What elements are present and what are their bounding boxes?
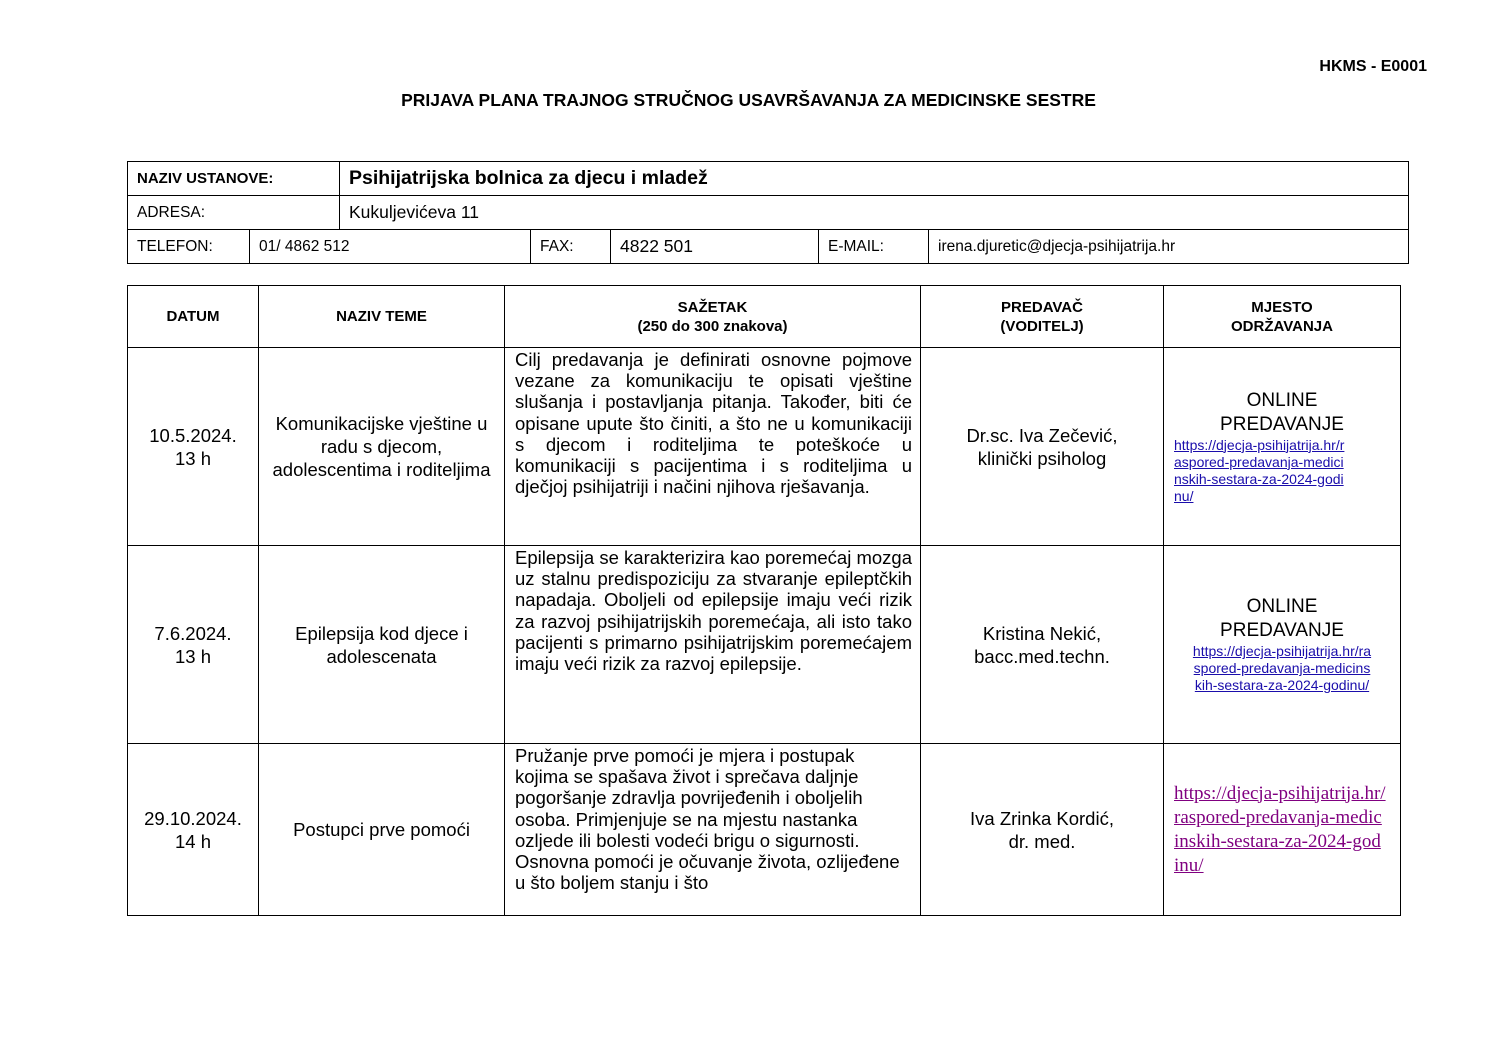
institution-name: Psihijatrijska bolnica za djecu i mladež (340, 162, 1409, 196)
header-summary (505, 286, 921, 348)
date-cell (128, 744, 259, 916)
institution-row (128, 162, 1409, 196)
table-row (128, 744, 1401, 916)
topic-cell: Komunikacijske vještine u radu s djecom, adolescentima i roditeljima (259, 348, 505, 546)
date-value: 29.10.2024. (144, 807, 242, 829)
place-cell (1164, 546, 1401, 744)
header-lecturer-line1: PREDAVAČ (1001, 298, 1083, 316)
time-value: 14 h (174, 830, 211, 852)
lecturer-cell (921, 744, 1164, 916)
header-lecturer (921, 286, 1164, 348)
header-place-line2: ODRŽAVANJA (1231, 317, 1333, 335)
summary-cell (505, 546, 921, 744)
date-cell (128, 546, 259, 744)
date-cell (128, 348, 259, 546)
email-value: irena.djuretic@djecja-psihijatrija.hr (929, 230, 1409, 264)
email-label: E-MAIL: (819, 230, 929, 264)
fax-label: FAX: (531, 230, 611, 264)
phone-value: 01/ 4862 512 (250, 230, 531, 264)
lecturer-cell (921, 546, 1164, 744)
lecturer-name: Iva Zrinka Kordić, (970, 807, 1114, 829)
online-label: ONLINE PREDAVANJE (1220, 389, 1344, 435)
summary-cell (505, 348, 921, 546)
schedule-table (127, 285, 1401, 916)
online-label: ONLINE PREDAVANJE (1220, 596, 1344, 641)
contact-row (128, 230, 1409, 264)
lecturer-title: klinički psiholog (977, 447, 1107, 469)
summary-text: Epilepsija se karakterizira kao poremećaj mozga uz stalnu predispoziciju za stvaranje epileptčkih napadaja. Oboljeli od epilepsije imaju veći rizik za razvoj psihijatrijskih poremećaja, ali isto tako pacijenti s primarno psihijatrijskim poremećajem imaju veći rizik za razvoj epilepsije. (515, 547, 912, 675)
address-row (128, 196, 1409, 230)
header-topic: NAZIV TEME (259, 286, 505, 348)
header-place (1164, 286, 1401, 348)
schedule-header-row (128, 286, 1401, 348)
date-value: 7.6.2024. (154, 622, 232, 644)
time-value: 13 h (174, 447, 211, 469)
address-value: Kukuljevićeva 11 (340, 196, 1409, 230)
header-date: DATUM (128, 286, 259, 348)
phone-label: TELEFON: (128, 230, 250, 264)
institution-info-table (127, 161, 1409, 264)
place-cell (1164, 348, 1401, 546)
header-summary-sub: (250 do 300 znakova) (637, 317, 788, 335)
header-lecturer-line2: (VODITELJ) (1000, 317, 1084, 335)
schedule-link[interactable]: https://djecja-psihijatrija.hr/raspored-predavanja-medicinskih-sestara-za-2024-godinu/ (1192, 643, 1372, 693)
table-row (128, 348, 1401, 546)
summary-text: Pružanje prve pomoći je mjera i postupak kojima se spašava život i sprečava daljnje pogoršanje zdravlja povrijeđenih i oboljelih osoba. Primjenjuje se na mjestu nastanka ozljede ili bolesti vodeći brigu o sigurnosti. Osnovna pomoći je očuvanje života, ozlijeđene u što boljem stanju i što (515, 745, 900, 894)
header-summary-title: SAŽETAK (677, 298, 748, 316)
time-value: 13 h (174, 645, 211, 667)
address-label: ADRESA: (128, 196, 340, 230)
lecturer-title: bacc.med.techn. (974, 645, 1110, 667)
lecturer-name: Kristina Nekić, (982, 622, 1102, 644)
schedule-link[interactable]: https://djecja-psihijatrija.hr/raspored-predavanja-medicinskih-sestara-za-2024-godinu/ (1174, 782, 1386, 876)
place-cell (1164, 744, 1401, 916)
fax-value: 4822 501 (611, 230, 819, 264)
schedule-link[interactable]: https://djecja-psihijatrija.hr/raspored-predavanja-medicinskih-sestara-za-2024-godinu/ (1174, 436, 1345, 504)
institution-label: NAZIV USTANOVE: (128, 162, 340, 196)
summary-cell (505, 744, 921, 916)
table-row (128, 546, 1401, 744)
lecturer-cell (921, 348, 1164, 546)
document-title: PRIJAVA PLANA TRAJNOG STRUČNOG USAVRŠAVANJA ZA MEDICINSKE SESTRE (401, 90, 1096, 110)
topic-cell: Postupci prve pomoći (259, 744, 505, 916)
document-code: HKMS - E0001 (1319, 58, 1427, 75)
date-value: 10.5.2024. (149, 424, 237, 446)
topic-cell: Epilepsija kod djece i adolescenata (259, 546, 505, 744)
lecturer-title: dr. med. (1008, 830, 1076, 852)
summary-text: Cilj predavanja je definirati osnovne pojmove vezane za komunikaciju te opisati vještine slušanja i postavljanja pitanja. Također, biti će opisane upute što činiti, a što ne u komunikaciji s djecom i roditeljima te poteškoće u komunikaciji s pacijentima i s roditeljima u dječjoj psihijatriji i načini njihova rješavanja. (515, 349, 912, 498)
header-place-line1: MJESTO (1251, 298, 1313, 316)
lecturer-name: Dr.sc. Iva Zečević, (966, 424, 1118, 446)
